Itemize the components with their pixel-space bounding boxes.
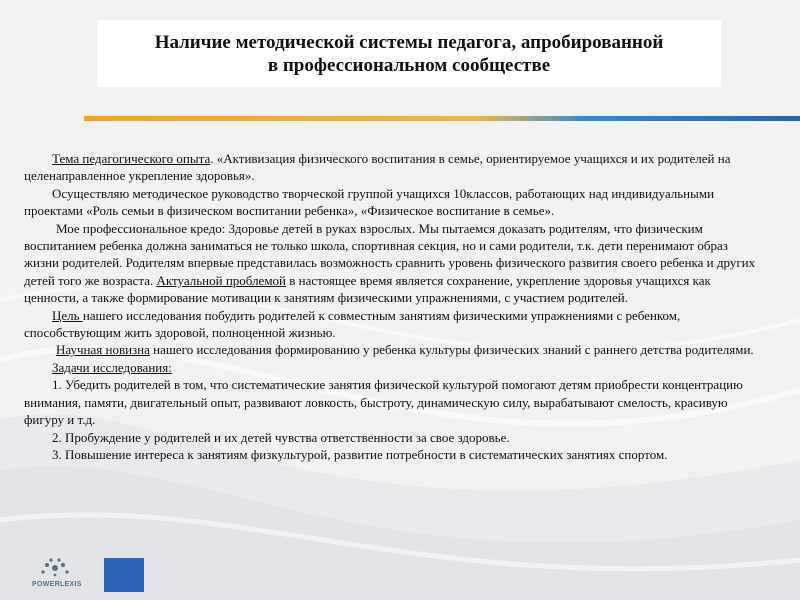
title-box xyxy=(97,20,721,87)
paragraph-tasks-label xyxy=(24,359,760,376)
paragraph-topic xyxy=(24,150,760,185)
tasks-label: Задачи исследования: xyxy=(52,359,172,375)
goal-text: нашего исследования побудить родителей к совместным занятиям физическими упражнениями с ребенком, способствующим жить здоровой, полноценной жизнью. xyxy=(24,307,681,341)
novelty-text: нашего исследования формированию у ребенка культуры физических знаний с раннего детства родителями. xyxy=(149,342,754,358)
task-3-text: 3. Повышение интереса к занятиям физкультурой, развитие потребности в систематических занятиях спортом. xyxy=(52,446,668,462)
accent-divider xyxy=(84,116,800,121)
credo-text: Мое профессиональное кредо: Здоровье детей в руках взрослых. Мы пытаемся доказать родителям, что физическим воспитанием ребенка должна заниматься не только школа, спортивная секция, но и сами родители, т.к. дети перенимают образ жизни родителей. Родителям впервые представилась возможность сравнить уровень физического развития своего ребенка и других детей того же возраста. xyxy=(24,220,756,288)
topic-text: . «Активизация физического воспитания в семье, ориентируемое учащихся и их родителей на целенаправленное укрепление здоровья». xyxy=(24,151,731,184)
paragraph-novelty xyxy=(24,341,760,358)
task-1-text: 1. Убедить родителей в том, что систематические занятия физической культурой помогают детям приобрести концентрацию внимания, памяти, двигательный опыт, развивают ловкость, быстроту, динамическую силу, вырабатывают смелость, красивую фигуру и т.д. xyxy=(24,377,743,428)
problem-text: в настоящее время является сохранение, укрепление здоровья учащихся как ценности, а также формирование мотивации к занятиям физическими упражнениями, с участием родителей. xyxy=(24,272,711,306)
paragraph-guidance xyxy=(24,185,760,220)
body-text xyxy=(24,150,760,463)
title-line-1: Наличие методической системы педагога, апробированной xyxy=(154,31,664,53)
paragraph-credo xyxy=(24,220,760,307)
problem-label: Актуальной проблемой xyxy=(156,272,287,288)
task-2-text: 2. Пробуждение у родителей и их детей чувства ответственности за свое здоровье. xyxy=(52,429,510,445)
blue-square-mark xyxy=(104,558,144,592)
paragraph-task-1 xyxy=(24,376,760,428)
guidance-text: Осуществляю методическое руководство творческой группой учащихся 10классов, работающих над индивидуальными проектами «Роль семьи в физическом воспитании ребенка», «Физическое воспитание в семье». xyxy=(24,185,715,219)
topic-label: Тема педагогического опыта xyxy=(52,151,211,166)
paragraph-goal xyxy=(24,307,760,342)
logo-text: POWERLEXIS xyxy=(32,581,82,588)
novelty-label: Научная новизна xyxy=(56,342,150,358)
title-line-2: в профессиональном сообществе xyxy=(267,54,551,76)
paragraph-task-2 xyxy=(24,429,760,446)
goal-label: Цель xyxy=(52,307,83,323)
paragraph-task-3 xyxy=(24,446,760,463)
